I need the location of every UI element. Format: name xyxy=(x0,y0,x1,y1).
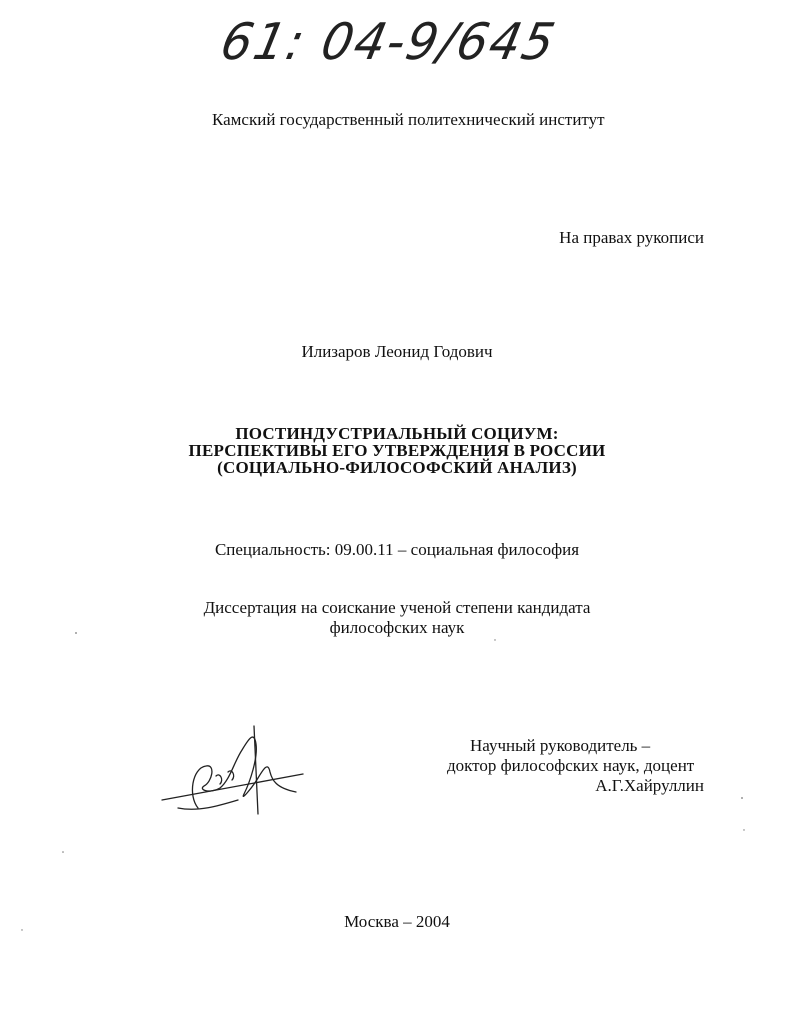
title-line-2: ПЕРСПЕКТИВЫ ЕГО УТВЕРЖДЕНИЯ В РОССИИ xyxy=(188,441,606,460)
degree-line-1: Диссертация на соискание ученой степени кандидата xyxy=(203,598,591,617)
institution-name: Камский государственный политехнический институт xyxy=(212,110,605,129)
archive-code-text: 61: 04-9/645 xyxy=(215,12,562,72)
advisor-line-3: А.Г.Хайруллин xyxy=(595,776,704,795)
city-year: Москва – 2004 xyxy=(344,912,450,931)
degree-line-2: философских наук xyxy=(329,618,465,637)
title-line-3: (СОЦИАЛЬНО-ФИЛОСОФСКИЙ АНАЛИЗ) xyxy=(217,458,577,477)
title-line-1: ПОСТИНДУСТРИАЛЬНЫЙ СОЦИУМ: xyxy=(235,424,559,443)
manuscript-note: На правах рукописи xyxy=(559,228,704,247)
specialty-line: Специальность: 09.00.11 – социальная философия xyxy=(214,540,580,559)
advisor-line-1: Научный руководитель – xyxy=(470,736,651,755)
advisor-line-2: доктор философских наук, доцент xyxy=(447,756,695,775)
author-name: Илизаров Леонид Годович xyxy=(301,342,493,361)
